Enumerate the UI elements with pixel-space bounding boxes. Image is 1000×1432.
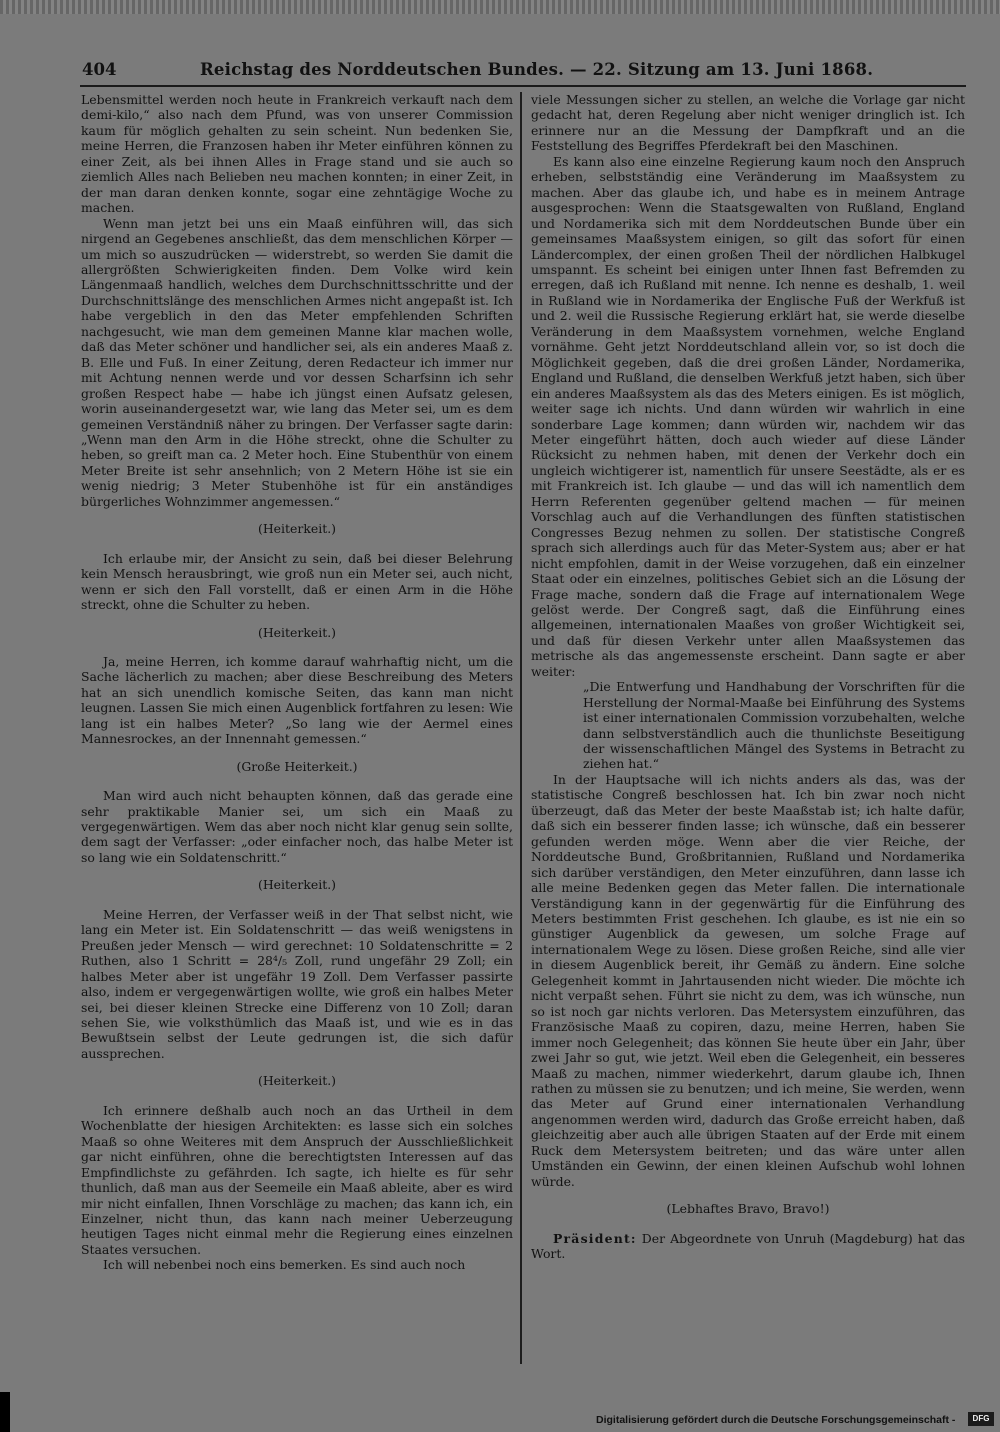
scan-marker [0,1392,10,1432]
right-column [531,92,965,1262]
running-title: Reichstag des Norddeutschen Bundes. — 22. Sitzung am 13. Juni 1868. [200,60,874,79]
header-rule [80,85,966,87]
paragraph: Es kann also eine einzelne Regierung kaum noch den Anspruch erheben, selbstständig eine Veränderung im Maaßsystem zu machen. Aber das glaube ich, und habe es in meinem Antrage ausgesprochen: Wenn die Staatsgewalten von Rußland, England und Nordamerika sich mit dem Norddeutschen Bunde über ein gemeinsames Maaßsystem einigen, so gilt das sofort für einen Ländercomplex, der einen großen Theil der nördlichen Halbkugel umspannt. Es scheint bei einigen unter Ihnen fast Befremden zu erregen, daß ich Rußland mit nenne. Ich nenne es deshalb, 1. weil in Rußland wie in Nordamerika der Englische Fuß der Werkfuß ist und 2. weil die Russische Regierung erklärt hat, sie werde dieselbe Veränderung in dem Maaßsystem vornehmen, welche England vornähme. Geht jetzt Norddeutschland allein vor, so ist doch die Möglichkeit gegeben, daß die drei großen Länder, Nordamerika, England und Rußland, die denselben Werkfuß jetzt haben, sich über ein anderes Maaßsystem als das des Meters einigen. Es ist möglich, weiter sage ich nichts. Und dann würden wir wahrlich in eine sonderbare Lage kommen; dann würden wir, nachdem wir das Meter eingeführt hätten, doch auch wieder auf diese Länder Rücksicht zu nehmen haben, mit denen der Verkehr doch ein ungleich wichtigerer ist, namentlich für unsere Seestädte, als er es mit Frankreich ist. Ich glaube — und das will ich namentlich dem Herrn Referenten gegenüber geltend machen — für meinen Vorschlag auch auf die Verhandlungen des fünften statistischen Congresses Bezug nehmen zu sollen. Der statistische Congreß sprach sich allerdings auch für das Meter-System aus; aber er hat nicht empfohlen, damit in der Weise vorzugehen, daß ein einzelner Staat oder ein einzelnes, politisches Gebiet sich an die Lösung der Frage mache, sondern daß die Frage auf internationalem Wege gelöst werde. Der Congreß sagt, daß die Einführung eines allgemeinen, internationalen Maaßes von großer Wichtigkeit sei, und daß für diesen Verkehr unter allen Maaßsystemen das metrische als das angemessenste erscheint. Dann sagte er aber weiter: [531,153,965,679]
interjection: (Heiterkeit.) [257,1073,337,1089]
president-text: Der Abgeordnete von Unruh (Magdeburg) hat das Wort. [531,1230,965,1262]
interjection: (Heiterkeit.) [257,624,337,640]
interjection: (Heiterkeit.) [257,877,337,893]
interjection: (Große Heiterkeit.) [236,758,358,774]
column-divider [520,92,522,1364]
paragraph: Ich erlaube mir, der Ansicht zu sein, daß bei dieser Belehrung kein Mensch herausbringt, wie groß nun ein Meter sei, auch nicht, wenn er sich den Fall vorstellt, daß er einen Arm in die Höhe streckt, ohne die Schulter zu heben. [81,550,513,613]
president-label: Präsident: [553,1230,637,1246]
paragraph: Man wird auch nicht behaupten können, daß das gerade eine sehr praktikable Manier sei, um sich ein Maaß zu vergegenwärtigen. Wem das aber noch nicht klar genug sein sollte, dem sagt der Verfasser: „oder einfacher noch, das halbe Meter ist so lang wie ein Soldatenschritt.“ [81,788,513,865]
page-number: 404 [82,60,117,79]
paragraph: Ja, meine Herren, ich komme darauf wahrhaftig nicht, um die Sache lächerlich zu machen; aber diese Beschreibung des Meters hat an sich unendlich komische Seiten, das kann man nicht leugnen. Lassen Sie mich einen Augenblick fortfahren zu lesen: Wie lang ist ein halbes Meter? „So lang wie der Aermel eines Mannesrockes, an der Innennaht gemessen.“ [81,653,513,747]
paragraph: Lebensmittel werden noch heute in Frankreich verkauft nach dem demi-kilo,“ also nach dem Pfund, was von unserer Commission kaum für möglich gehalten zu sein scheint. Nun bedenken Sie, meine Herren, die Franzosen haben ihr Meter einführen können zu einer Zeit, als bei ihnen Alles in Frage stand und sie auch so ziemlich Alles nach Belieben neu machen konnten; in einer Zeit, in der man daran denken konnte, sogar eine zehntägige Woche zu machen. [81,92,513,216]
interjection: (Lebhaftes Bravo, Bravo!) [666,1201,830,1217]
dfg-logo: DFG [968,1412,994,1426]
page-header [82,60,962,84]
block-quote: „Die Entwerfung und Handhabung der Vorschriften für die Herstellung der Normal-Maaße bei Einführung des Systems ist einer internationalen Commission vorzubehalten, welche dann selbstverständlich auch die thunlichste Beseitigung der wissenschaftlichen Mängel des Systems in Betracht zu ziehen hat.“ [583,679,965,772]
paragraph: Ich will nebenbei noch eins bemerken. Es sind auch noch [103,1257,466,1273]
paragraph: Ich erinnere deßhalb auch noch an das Urtheil in dem Wochenblatte der hiesigen Architekten: es lasse sich ein solches Maaß so ohne Weiteres mit dem Anspruch der Ausschließlichkeit gar nicht einführen, ohne die berechtigtsten Interessen auf das Empfindlichste zu gefährden. Ich sagte, ich hielte es für sehr thunlich, daß man aus der Seemeile ein Maaß ableite, aber es wird mir nicht einfallen, Ihnen Vorschläge zu machen; das kann ich, ein Einzelner, nicht thun, das kann nach meiner Ueberzeugung heutigen Tages nicht einmal mehr die Regierung eines einzelnen Staates versuchen. [81,1102,513,1257]
paragraph: Meine Herren, der Verfasser weiß in der That selbst nicht, wie lang ein Meter ist. Ein Soldatenschritt — das weiß wenigstens in Preußen jeder Mensch — wird gerechnet: 10 Soldatenschritte = 2 Ruthen, also 1 Schritt = 28⁴/₅ Zoll, rund ungefähr 29 Zoll; ein halbes Meter aber ist ungefähr 19 Zoll. Dem Verfasser passirte also, indem er vergegenwärtigen wollte, wie groß ein halbes Meter sei, bei dieser kleinen Strecke eine Differenz von 10 Zoll; daran sehen Sie, wie volksthümlich das Maaß ist, und wie es in das Bewußtsein selbst der Leute gedrungen ist, die sich dafür aussprechen. [81,906,513,1061]
paragraph: viele Messungen sicher zu stellen, an welche die Vorlage gar nicht gedacht hat, deren Regelung aber nicht weniger dringlich ist. Ich erinnere nur an die Messung der Dampfkraft und an die Feststellung des Begriffes Pferdekraft bei den Maschinen. [531,92,965,154]
president-paragraph [531,1231,965,1262]
interjection: (Heiterkeit.) [257,521,337,537]
scan-edge [0,0,1000,14]
left-column [81,92,513,1273]
paragraph: Wenn man jetzt bei uns ein Maaß einführen will, das sich nirgend an Gegebenes anschließt, das dem menschlichen Körper — um mich so auszudrücken — widerstrebt, so werden Sie damit die allergrößten Schwierigkeiten finden. Dem Volke wird kein Längenmaaß handlich, welches dem Durchschnittsschritte und der Durchschnittslänge des menschlichen Armes nicht angepaßt ist. Ich habe vergeblich in den das Meter empfehlenden Schriften nachgesucht, wie man dem gemeinen Manne klar machen wolle, daß das Meter schöner und handlicher sei, als ein anderes Maaß z. B. Elle und Fuß. In einer Zeitung, deren Redacteur ich immer nur mit Achtung nennen werde und vor dessen Scharfsinn ich sehr großen Respect habe — habe ich jüngst einen Aufsatz gelesen, worin auseinandergesetzt war, wie lang das Meter sei, um es dem gemeinen Verständniß näher zu bringen. Der Verfasser sagte darin: „Wenn man den Arm in die Höhe streckt, ohne die Schulter zu heben, so greift man ca. 2 Meter hoch. Eine Stubenthür von einem Meter Breite ist sehr ansehnlich; von 2 Metern Höhe ist sie ein wenig niedrig; 3 Meter Stubenhöhe ist für ein anständiges bürgerliches Wohnzimmer angemessen.“ [81,215,513,509]
footer-credit: Digitalisierung gefördert durch die Deutsche Forschungsgemeinschaft - [596,1414,956,1426]
paragraph: In der Hauptsache will ich nichts anders als das, was der statistische Congreß beschlossen hat. Ich bin zwar noch nicht überzeugt, daß das Meter der beste Maaßstab ist; ich halte dafür, daß sich ein besserer finden lasse; ich wünsche, daß ein besserer gefunden werden möge. Wenn aber die vier Reiche, der Norddeutsche Bund, Großbritannien, Rußland und Nordamerika sich darüber verständigen, den Meter einzuführen, dann lasse ich alle meine Bedenken gegen das Meter fallen. Die internationale Verständigung kann in der gegenwärtig für die Einführung des Meters bestimmten Frist geschehen. Ich glaube, es ist nie ein so günstiger Augenblick da gewesen, um solche Frage auf internationalem Wege zu lösen. Diese großen Reiche, sind alle vier in diesem Augenblick bereit, ihr Gemäß zu ändern. Eine solche Gelegenheit kommt in Jahrtausenden nicht wieder. Die möchte ich nicht verpaßt sehen. Führt sie nicht zu dem, was ich wünsche, nun so ist noch gar nichts verloren. Das Metersystem einzuführen, das Französische Maaß zu copiren, dazu, meine Herren, haben Sie immer noch Gelegenheit; das können Sie heute über ein Jahr, über zwei Jahr so gut, wie jetzt. Weil eben die Gelegenheit, ein besseres Maaß zu machen, nimmer wiederkehrt, darum glaube ich, Ihnen rathen zu müssen sie zu benutzen; und ich meine, Sie werden, wenn das Meter auf Grund einer internationalen Verhandlung angenommen werden wird, dadurch das Große erreicht haben, daß gleichzeitig aber auch alle übrigen Staaten auf der Erde mit einem Ruck dem Metersystem beitreten; und das wäre unter allen Umständen ein Gewinn, der einen kleinen Aufschub wohl lohnen würde. [531,771,965,1189]
